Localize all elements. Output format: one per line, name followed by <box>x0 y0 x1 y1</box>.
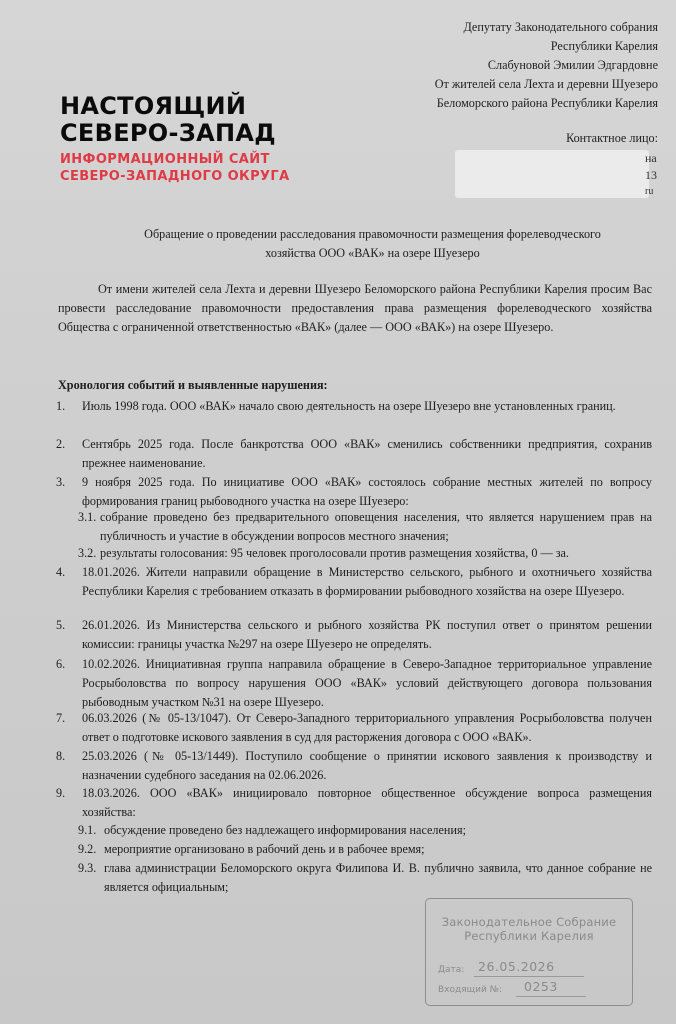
redacted-tail: ru <box>645 186 654 197</box>
addressee-line: Слабуновой Эмилии Эдгардовне <box>487 58 658 72</box>
addressee-line: Депутату Законодательного собрания <box>463 20 658 34</box>
redacted-tail: на <box>645 151 657 165</box>
chronology-heading: Хронология событий и выявленные нарушения: <box>58 378 328 392</box>
stamp-underline <box>516 996 586 997</box>
stamp-date-label: Дата: <box>438 965 465 975</box>
item-text: 18.03.2026. ООО «ВАК» инициировало повторное общественное обсуждение вопроса размещения хозяйства: <box>82 786 652 819</box>
sub-item-number: 9.2. <box>78 842 97 856</box>
item-number: 7. <box>56 711 66 725</box>
item-number: 9. <box>56 786 66 800</box>
item-number: 5. <box>56 618 66 632</box>
addressee-block <box>435 18 658 113</box>
list-item <box>56 435 652 473</box>
stamp-date-value: 26.05.2026 <box>478 959 555 974</box>
list-item <box>56 473 652 511</box>
stamp-organization <box>426 915 632 943</box>
sub-item <box>78 821 652 840</box>
item-text: 10.02.2026. Инициативная группа направила обращение в Северо-Западное территориальное управление Росрыболовства по вопросу нарушения ООО «ВАК» условий действующего договора пользования рыбоводным участком №31 на озере Шуезеро. <box>82 657 652 709</box>
item-text: 18.01.2026. Жители направили обращение в Министерство сельского, рыбного и охотничьего хозяйства Республики Карелия с требованием отказать в формировании рыбоводного хозяйства на озере Шуезеро. <box>82 565 652 598</box>
logo-line-1: НАСТОЯЩИЙ <box>60 92 247 120</box>
sub-item-text: собрание проведено без предварительного оповещения населения, что является нарушением прав на публичность и участие в обсуждении вопросов местного значения; <box>100 510 652 543</box>
item-text: Сентябрь 2025 года. После банкротства ООО «ВАК» сменились собственники предприятия, сохранив прежнее наименование. <box>82 437 652 470</box>
registration-stamp <box>425 898 633 1006</box>
item-text: Июль 1998 года. ООО «ВАК» начало свою деятельность на озере Шуезеро вне установленных границ. <box>82 399 616 413</box>
title-line-1: Обращение о проведении расследования правомочности размещения форелеводческого <box>144 227 601 241</box>
redacted-tail: 13 <box>645 168 657 182</box>
intro-paragraph: От имени жителей села Лехта и деревни Шуезеро Беломорского района Республики Карелия просим Вас провести расследование правомочности предоставления права размещения форелеводческого хозяйства Общества с ограниченной ответственностью «ВАК» (далее — ООО «ВАК») на озере Шуезеро. <box>58 282 652 334</box>
list-item <box>56 709 652 747</box>
sub-item-number: 3.1. <box>78 510 97 524</box>
sub-item <box>78 544 652 563</box>
contact-label: Контактное лицо: <box>566 131 658 145</box>
item-text: 25.03.2026 (№ 05-13/1449). Поступило сообщение о принятии искового заявления к производству и назначении судебного заседания на 02.06.2026. <box>82 749 652 782</box>
list-item <box>56 397 652 416</box>
logo-subtitle-1: ИНФОРМАЦИОННЫЙ САЙТ <box>60 152 270 167</box>
sub-item-number: 9.1. <box>78 823 97 837</box>
list-item <box>56 616 652 654</box>
list-item <box>56 784 652 822</box>
list-item <box>56 563 652 601</box>
sub-item-number: 9.3. <box>78 861 97 875</box>
title-line-2: хозяйства ООО «ВАК» на озере Шуезеро <box>265 246 480 260</box>
item-text: 26.01.2026. Из Министерства сельского и рыбного хозяйства РК поступил ответ о принятом решении комиссии: границы участка №297 на озере Шуезеро не определять. <box>82 618 652 651</box>
stamp-incoming-label: Входящий №: <box>438 985 503 995</box>
sub-item-text: обсуждение проведено без надлежащего информирования населения; <box>104 823 466 837</box>
sub-item-text: результаты голосования: 95 человек проголосовали против размещения хозяйства, 0 — за. <box>100 546 569 560</box>
item-number: 8. <box>56 749 66 763</box>
item-number: 6. <box>56 657 66 671</box>
logo-subtitle-2: СЕВЕРО-ЗАПАДНОГО ОКРУГА <box>60 169 290 184</box>
item-number: 3. <box>56 475 66 489</box>
stamp-org-line-2: Республики Карелия <box>464 929 594 943</box>
sub-item-text: мероприятие организовано в рабочий день и в рабочее время; <box>104 842 425 856</box>
stamp-org-line-1: Законодательное Собрание <box>441 915 617 929</box>
sub-item <box>78 840 652 859</box>
redaction-box <box>455 150 649 198</box>
addressee-line: От жителей села Лехта и деревни Шуезеро <box>434 77 658 91</box>
sub-item <box>78 859 652 897</box>
document-title <box>100 225 645 263</box>
sub-item <box>78 508 652 546</box>
item-number: 2. <box>56 437 66 451</box>
sub-item-number: 3.2. <box>78 546 97 560</box>
item-text: 9 ноября 2025 года. По инициативе ООО «ВАК» состоялось собрание местных жителей по вопросу формирования границ рыбоводного участка на озере Шуезеро: <box>82 475 652 508</box>
item-number: 4. <box>56 565 66 579</box>
sub-item-text: глава администрации Беломорского округа Филипова И. В. публично заявила, что данное собрание не является официальным; <box>104 861 652 894</box>
logo-line-2: СЕВЕРО-ЗАПАД <box>60 119 276 147</box>
addressee-line: Беломорского района Республики Карелия <box>436 96 658 110</box>
stamp-underline <box>474 976 584 977</box>
addressee-line: Республики Карелия <box>550 39 658 53</box>
stamp-incoming-value: 0253 <box>524 979 558 994</box>
list-item <box>56 655 652 712</box>
site-logo-watermark <box>60 93 290 185</box>
item-text: 06.03.2026 (№ 05-13/1047). От Северо-Западного территориального управления Росрыболовства получен ответ о подготовке искового заявления в суд для расторжения договора с ООО «ВАК». <box>82 711 652 744</box>
item-number: 1. <box>56 399 66 413</box>
list-item <box>56 747 652 785</box>
